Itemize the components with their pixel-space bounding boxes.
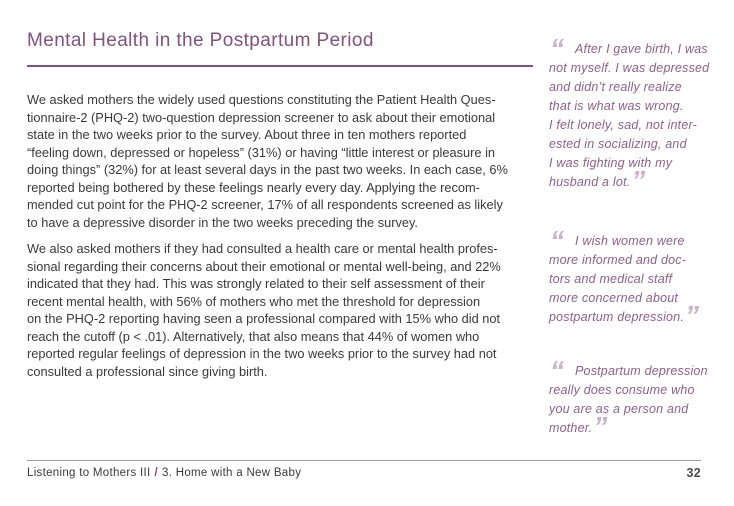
quote-line: After I gave birth, I was [575, 42, 708, 56]
page-title: Mental Health in the Postpartum Period [27, 30, 374, 51]
quote-line: Postpartum depression [575, 364, 708, 378]
text-line: reported regular feelings of depression in the two weeks prior to the survey had not [27, 346, 497, 361]
quote-line [549, 300, 717, 331]
quote-line: ested in socializing, and [549, 137, 687, 151]
quote-line: and didn’t really realize [549, 80, 682, 94]
title-divider [27, 65, 533, 67]
text-line: We asked mothers the widely used questions constituting the Patient Health Ques- [27, 92, 496, 107]
text-line: doing things” (32%) for at least several days in the past two weeks. In each case, 6% [27, 162, 508, 177]
quote-line: not myself. I was depressed [549, 61, 710, 75]
text-line: “feeling down, depressed or hopeless” (31%) or having “little interest or pleasure in [27, 144, 496, 160]
text-line: We also asked mothers if they had consulted a health care or mental health profes- [27, 241, 498, 256]
close-quote-icon: ” [631, 165, 646, 196]
text-line: mended cut point for the PHQ-2 screener, 17% of all respondents screened as likely [27, 197, 503, 212]
text-line: reported being bothered by these feelings nearly every day. Applying the recom- [27, 179, 480, 195]
pull-quote-2 [549, 225, 717, 331]
quote-line: that is what was wrong. [549, 99, 684, 113]
quote-line: more informed and doc- [549, 253, 687, 267]
text-line: state in the two weeks prior to the survey. About three in ten mothers reported [27, 127, 467, 142]
text-line: to have a depressive disorder in the two weeks preceding the survey. [27, 214, 418, 230]
page-number: 32 [686, 466, 701, 480]
footer-separator: / [154, 467, 159, 479]
pull-quote-3 [549, 355, 717, 442]
open-quote-icon: “ [550, 33, 565, 64]
main-column [27, 28, 533, 380]
paragraph-consultation [27, 240, 533, 380]
quote-line: I was fighting with my [549, 156, 673, 170]
text-line: recent mental health, with 56% of mothers who met the threshold for depression [27, 293, 481, 309]
quote-line-text: postpartum depression. [549, 310, 685, 324]
text-line: sional regarding their concerns about their emotional or mental well-being, and 22% [27, 258, 501, 274]
open-quote-icon: “ [550, 225, 565, 256]
open-quote-icon: “ [550, 355, 565, 386]
quote-line [549, 165, 717, 196]
close-quote-icon: ” [685, 300, 700, 331]
text-line: on the PHQ-2 reporting having seen a professional compared with 15% who did not [27, 311, 501, 326]
report-title: Listening to Mothers III [27, 467, 151, 479]
quote-line: more concerned about [549, 291, 679, 305]
text-line: indicated that they had. This was strongly related to their self assessment of their [27, 276, 485, 291]
quote-line: I felt lonely, sad, not inter- [549, 118, 697, 132]
pull-quote-1 [549, 33, 717, 196]
text-line: reach the cutoff (p < .01). Alternatively, that also means that 44% of women who [27, 328, 480, 344]
quote-line-text: mother. [549, 421, 593, 435]
paragraph-phq2 [27, 91, 533, 231]
chapter-title: 3. Home with a New Baby [162, 467, 302, 479]
quote-line: I wish women were [575, 234, 685, 248]
text-line: consulted a professional since giving birth. [27, 363, 268, 379]
quote-line [549, 411, 717, 442]
quote-line-text: husband a lot. [549, 175, 631, 189]
quote-line: really does consume who [549, 383, 695, 397]
quote-line: you are as a person and [549, 402, 689, 416]
footer-divider [27, 460, 701, 461]
text-line: tionnaire-2 (PHQ-2) two-question depression screener to ask about their emotional [27, 109, 496, 125]
quote-line: tors and medical staff [549, 272, 673, 286]
close-quote-icon: ” [593, 411, 608, 442]
footer-breadcrumb [27, 467, 301, 479]
